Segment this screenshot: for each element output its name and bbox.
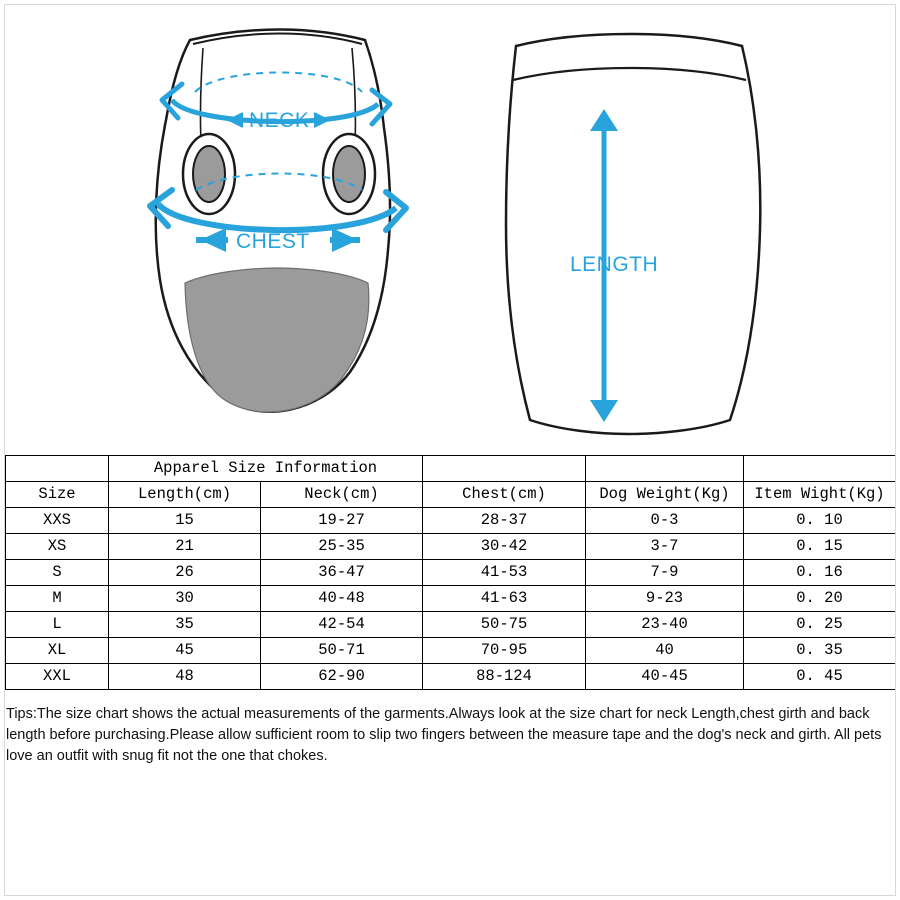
cell-dog-weight: 7-9 [586,560,744,586]
cell-neck: 40-48 [261,586,423,612]
table-row [6,664,896,690]
cell-length: 26 [109,560,261,586]
title-blank-2 [586,456,744,482]
table-row [6,534,896,560]
right-leg-hole-inner [333,146,365,202]
table-title-row [6,456,896,482]
cell-length: 30 [109,586,261,612]
cell-neck: 62-90 [261,664,423,690]
cell-dog-weight: 23-40 [586,612,744,638]
cell-length: 21 [109,534,261,560]
cell-chest: 30-42 [423,534,586,560]
cell-length: 35 [109,612,261,638]
cell-item-weight: 0. 45 [744,664,896,690]
cell-size: XL [6,638,109,664]
cell-neck: 19-27 [261,508,423,534]
cell-chest: 88-124 [423,664,586,690]
header-dog-weight: Dog Weight(Kg) [586,482,744,508]
tips-text: Tips:The size chart shows the actual measurements of the garments.Always look at the size chart for neck Length,chest girth and back length before purchasing.Please allow sufficient room to slip two fingers between the measure tape and the dog's neck and girth. All pets love an outfit with snug fit not the one that chokes. [6,706,882,765]
cell-item-weight: 0. 15 [744,534,896,560]
table-row [6,586,896,612]
cell-length: 45 [109,638,261,664]
neck-label: NECK [249,109,310,132]
length-label: LENGTH [570,253,659,276]
cell-dog-weight: 0-3 [586,508,744,534]
cell-chest: 41-53 [423,560,586,586]
side-view-diagram [506,34,760,434]
cell-length: 15 [109,508,261,534]
cell-size: S [6,560,109,586]
cell-neck: 42-54 [261,612,423,638]
cell-neck: 36-47 [261,560,423,586]
cell-dog-weight: 40 [586,638,744,664]
cell-neck: 50-71 [261,638,423,664]
cell-chest: 50-75 [423,612,586,638]
table-row [6,560,896,586]
cell-size: L [6,612,109,638]
table-row [6,612,896,638]
cell-length: 48 [109,664,261,690]
header-length: Length(cm) [109,482,261,508]
header-neck: Neck(cm) [261,482,423,508]
cell-item-weight: 0. 25 [744,612,896,638]
table-title-spacer [6,456,109,482]
cell-item-weight: 0. 35 [744,638,896,664]
header-chest: Chest(cm) [423,482,586,508]
cell-size: XXL [6,664,109,690]
side-garment-outline [506,34,760,434]
cell-item-weight: 0. 20 [744,586,896,612]
cell-dog-weight: 9-23 [586,586,744,612]
cell-chest: 41-63 [423,586,586,612]
left-leg-hole-inner [193,146,225,202]
table-row [6,638,896,664]
cell-size: XXS [6,508,109,534]
cell-size: M [6,586,109,612]
cell-dog-weight: 40-45 [586,664,744,690]
header-item-weight: Item Wight(Kg) [744,482,896,508]
table-header-row [6,482,896,508]
front-view-diagram [150,30,406,413]
cell-item-weight: 0. 10 [744,508,896,534]
size-information-table [5,455,896,690]
table-title: Apparel Size Information [109,456,423,482]
header-size: Size [6,482,109,508]
title-blank-3 [744,456,896,482]
cell-chest: 28-37 [423,508,586,534]
cell-item-weight: 0. 16 [744,560,896,586]
chest-label: CHEST [236,230,310,253]
belly-panel [185,268,369,412]
cell-neck: 25-35 [261,534,423,560]
cell-dog-weight: 3-7 [586,534,744,560]
title-blank-1 [423,456,586,482]
cell-size: XS [6,534,109,560]
cell-chest: 70-95 [423,638,586,664]
table-row [6,508,896,534]
